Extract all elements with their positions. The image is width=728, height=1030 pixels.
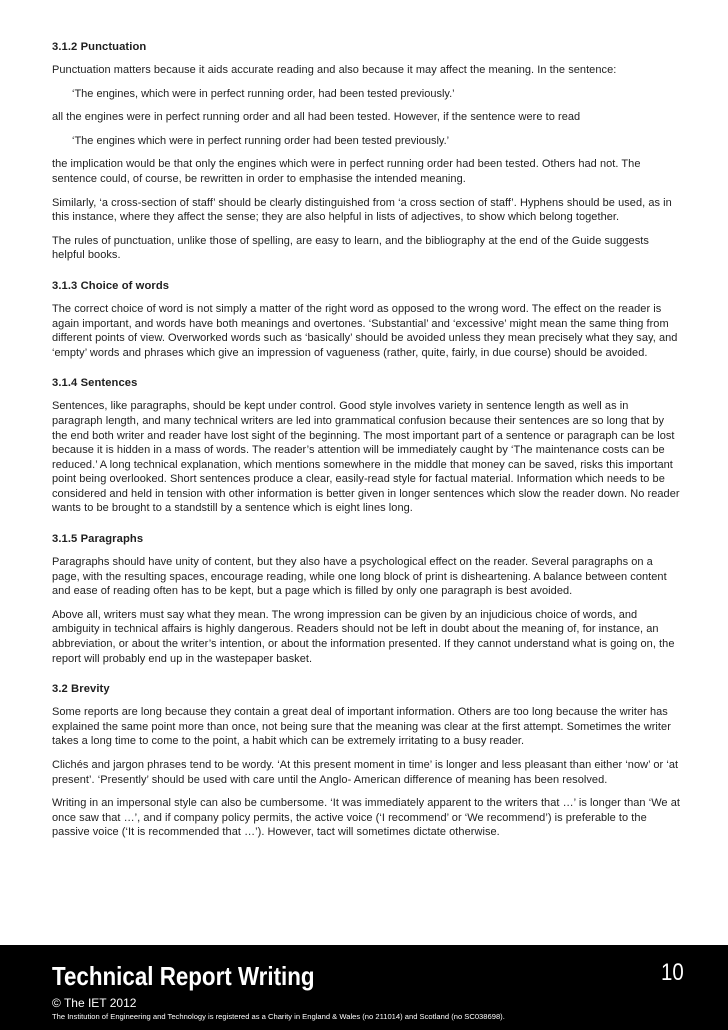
paragraph: Sentences, like paragraphs, should be kept under control. Good style involves variety in sentence length as well as in paragraph length, and many technical writers are led into grammatical confusion because their sentences are so long that by the end both writer and reader have lost sight of the beginning. The most important part of a sentence or paragraph can be lost because it is hidden in a mass of words. The reader’s attention will be immediately caught by ‘The maintenance costs can be reduced.’ A long technical explanation, which mentions somewhere in the middle that money can be saved, risks this important point being overlooked. Short sentences produce a clear, easily-read style for factual material. Information which needs to be considered and held in tension with other information is better given in longer sentences which slow the reader down. No reader wants to be brought to a standstill by a sentence which is eight lines long. — [52, 400, 680, 515]
paragraph: Punctuation matters because it aids accurate reading and also because it may affect the meaning. In the sentence: — [52, 64, 617, 76]
section-heading: 3.2 Brevity — [52, 683, 110, 696]
section-heading: 3.1.4 Sentences — [52, 377, 138, 390]
paragraph: all the engines were in perfect running order and all had been tested. However, if the sentence were to read — [52, 111, 581, 124]
section-paragraphs — [52, 532, 682, 666]
section-heading: 3.1.3 Choice of words — [52, 279, 170, 292]
paragraph: Similarly, ‘a cross-section of staff’ should be clearly distinguished from ‘a cross section of staff’. Hyphens should be used, as in this instance, where they affect the sense; they are also helpful in lists of adjectives, to show which belong together. — [52, 196, 672, 224]
paragraph: Clichés and jargon phrases tend to be wordy. ‘At this present moment in time’ is longer and less pleasant than either ‘now’ or ‘at present’. ‘Presently’ should be used with care until the Anglo- American difference of meaning has been resolved. — [52, 759, 679, 786]
charity-statement: The Institution of Engineering and Technology is registered as a Charity in England & Wales (no 211014) and Scotland (no SC038698). — [52, 1012, 505, 1021]
page-number: 10 — [661, 959, 684, 986]
document-body — [52, 40, 682, 849]
paragraph: the implication would be that only the engines which were in perfect running order had been tested. Others had not. The sentence could, of course, be rewritten in order to emphasise the intended meaning. — [52, 158, 641, 185]
section-heading: 3.1.2 Punctuation — [52, 41, 147, 53]
paragraph: Paragraphs should have unity of content, but they also have a psychological effect on the reader. Several paragraphs on a page, with the resulting spaces, encourage reading, while one long block of print is disheartening. A balance between content and ease of reading often has to be kept, but a page which is filled by only one paragraph is best avoided. — [52, 556, 667, 598]
section-choice-of-words — [52, 279, 682, 360]
paragraph: Above all, writers must say what they mean. The wrong impression can be given by an injudicious choice of words, and ambiguity in technical affairs is highly dangerous. Readers should not be left in doubt about the meaning of, for instance, an abbreviation, or about the writer’s intention, or about the information presented. If they cannot understand what is going on, the report will probably end up in the wastepaper basket. — [52, 608, 675, 665]
section-punctuation — [52, 40, 682, 263]
section-brevity — [52, 682, 682, 840]
footer-title: Technical Report Writing — [52, 961, 315, 991]
section-sentences — [52, 376, 682, 516]
quote-sentence: ‘The engines, which were in perfect running order, had been tested previously.’ — [72, 87, 455, 100]
paragraph: Some reports are long because they contain a great deal of important information. Others are too long because the writer has explained the same point more than once, not being sure that the meaning was clear at the first attempt. Sometimes the writer takes a long time to come to the point, a habit which can be extremely irritating to a busy reader. — [52, 706, 671, 748]
page-footer — [0, 945, 728, 1030]
paragraph: Writing in an impersonal style can also be cumbersome. ‘It was immediately apparent to the writers that …’ is longer than ‘We at once saw that …’, and if company policy permits, the active voice (‘I recommend’ or ‘We recommend’) is preferable to the passive voice (‘It is recommended that …’). However, tact will sometimes dictate otherwise. — [52, 797, 680, 839]
copyright-notice: © The IET 2012 — [52, 996, 137, 1010]
paragraph: The correct choice of word is not simply a matter of the right word as opposed to the wrong word. The effect on the reader is again important, and words have both meanings and overtones. ‘Substantial’ and ‘excessive’ might mean the same thing from different points of view. Overworked words such as ‘basically’ should be avoided unless they mean precisely what they say, and ‘empty’ words and phrases which give an impression of vagueness (rather, quite, fairly, in due course) should be avoided. — [52, 302, 678, 359]
paragraph: The rules of punctuation, unlike those of spelling, are easy to learn, and the bibliography at the end of the Guide suggests helpful books. — [52, 234, 649, 262]
section-heading: 3.1.5 Paragraphs — [52, 533, 144, 546]
quote-sentence: ‘The engines which were in perfect running order had been tested previously.’ — [72, 134, 450, 147]
